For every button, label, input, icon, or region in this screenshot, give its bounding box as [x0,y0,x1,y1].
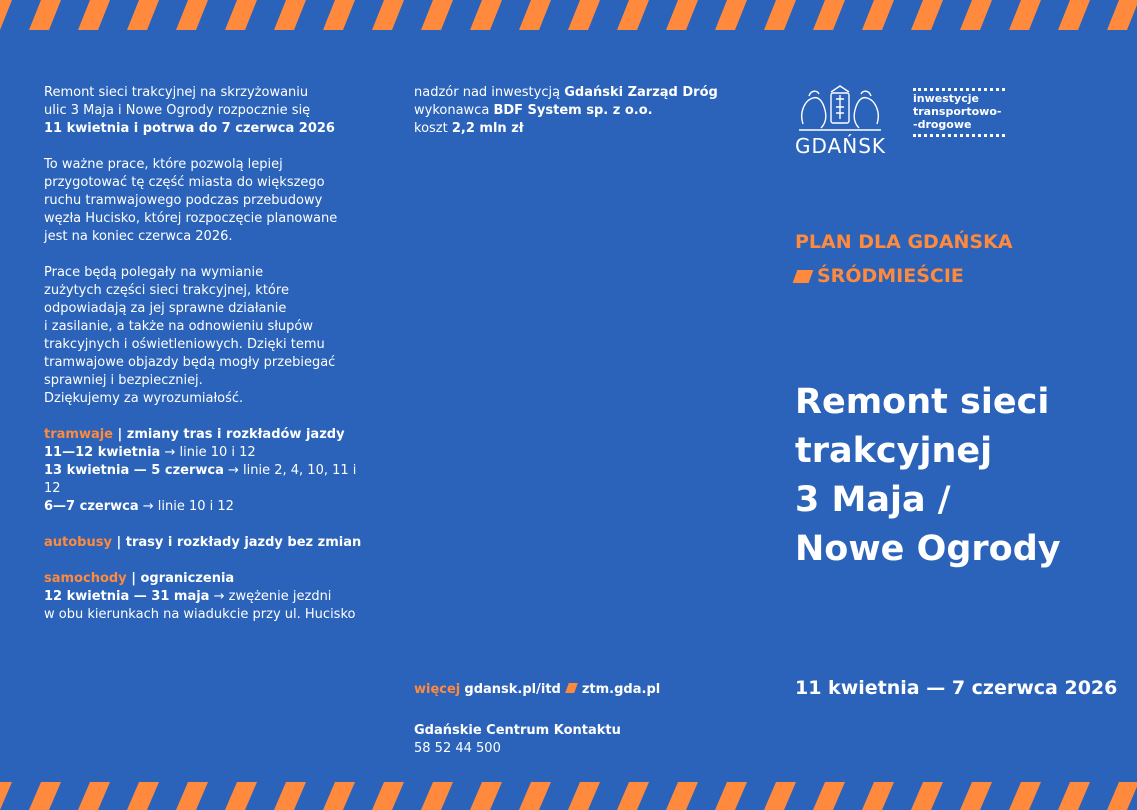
buses-section: autobusy | trasy i rozkłady jazdy bez zmian [44,535,362,550]
cars-label: samochody [44,571,127,586]
gdansk-crest-icon [795,84,885,134]
stripe-shape [323,0,355,30]
stripe-shape [715,782,747,810]
itd-logo: inwestycje transportowo- -drogowe [913,88,1005,138]
contact-block [414,722,621,758]
more-links [414,681,660,699]
stripe-shape [1107,782,1137,810]
gdansk-logo [795,84,1055,158]
district-name: ŚRÓDMIEŚCIE [817,265,964,287]
stripe-shape [813,782,845,810]
link-ztm[interactable]: ztm.gda.pl [581,682,661,697]
intro-dates: 11 kwietnia i potrwa do 7 czerwca 2026 [44,121,335,136]
stripe-shape [470,0,502,30]
stripe-shape [1009,782,1041,810]
cars-section: samochody | ograniczenia 12 kwietnia — 31 maja → zwężenie jezdni w obu kierunkach na wiadukcie przy ul. Hucisko [44,571,356,622]
info-column [44,84,374,624]
buses-label: autobusy [44,535,112,550]
stripe-shape [225,0,257,30]
stripe-shape [0,0,12,30]
contact-name: Gdańskie Centrum Kontaktu [414,723,621,738]
stripe-shape [666,782,698,810]
stripe-shape [274,0,306,30]
plan-title: PLAN DLA GDAŃSKA [795,231,1013,253]
date-range: 11 kwietnia — 7 czerwca 2026 [795,677,1118,699]
contact-phone: 58 52 44 500 [414,741,501,756]
stripe-shape [1058,782,1090,810]
trams-heading: | zmiany tras i rozkładów jazdy [113,427,345,442]
stripe-shape [519,782,551,810]
page-title: Remont sieci trakcyjnej 3 Maja / Nowe Ogrody [795,382,1061,569]
stripe-shape [176,0,208,30]
stripe-shape [617,782,649,810]
stripe-shape [568,782,600,810]
stripe-shape [372,782,404,810]
stripe-shape [0,782,12,810]
stripe-shape [323,782,355,810]
link-gdansk-itd[interactable]: gdansk.pl/itd [464,682,561,697]
city-name: GDAŃSK [795,134,886,158]
stripe-shape [29,782,61,810]
stripe-shape [421,782,453,810]
more-label: więcej [414,682,461,697]
intro-line: Remont sieci trakcyjnej na skrzyżowaniu [44,85,309,100]
stripe-shape [862,782,894,810]
stripe-shape [960,0,992,30]
stripe-shape [1058,0,1090,30]
dotted-line-icon [913,134,1005,138]
project-details: nadzór nad inwestycją Gdański Zarząd Dróg wykonawca BDF System sp. z o.o. koszt 2,2 mln zł [414,85,718,136]
bottom-stripe-border [0,782,1137,810]
separator-icon [565,683,578,693]
stripe-shape [862,0,894,30]
stripe-shape [813,0,845,30]
stripe-shape [470,782,502,810]
plan-heading [795,225,1013,293]
stripe-shape [715,0,747,30]
stripe-shape [911,0,943,30]
stripe-shape [1009,0,1041,30]
stripe-shape [1107,0,1137,30]
stripe-shape [764,0,796,30]
stripe-shape [372,0,404,30]
paragraph-purpose: To ważne prace, które pozwolą lepiej przygotować tę część miasta do większego ruchu tramwajowego podczas przebudowy węzła Hucisko, której rozpoczęcie planowane jest na koniec czerwca 2026. [44,157,338,244]
stripe-shape [764,782,796,810]
stripe-shape [29,0,61,30]
slash-icon [793,270,814,283]
stripe-shape [568,0,600,30]
stripe-shape [127,0,159,30]
intro-line: ulic 3 Maja i Nowe Ogrody rozpocznie się [44,103,311,118]
stripe-shape [519,0,551,30]
trams-label: tramwaje [44,427,113,442]
stripe-shape [127,782,159,810]
stripe-shape [225,782,257,810]
top-stripe-border [0,0,1137,30]
stripe-shape [176,782,208,810]
stripe-shape [274,782,306,810]
stripe-shape [617,0,649,30]
trams-section: tramwaje | zmiany tras i rozkładów jazdy 11—12 kwietnia → linie 10 i 12 13 kwietnia — 5 czerwca → linie 2, 4, 10, 11 i 12 6—7 czerwca → linie 10 i 12 [44,427,357,514]
stripe-shape [960,782,992,810]
stripe-shape [911,782,943,810]
stripe-shape [666,0,698,30]
paragraph-works: Prace będą polegały na wymianie zużytych części sieci trakcyjnej, które odpowiadają za jej sprawne działanie i zasilanie, a także na odnowieniu słupów trakcyjnych i oświetleniowych. Dzięki temu tramwajowe objazdy będą mogły przebiegać sprawniej i bezpieczniej. Dziękujemy za wyrozumiałość. [44,265,336,406]
stripe-shape [78,0,110,30]
stripe-shape [421,0,453,30]
stripe-shape [78,782,110,810]
